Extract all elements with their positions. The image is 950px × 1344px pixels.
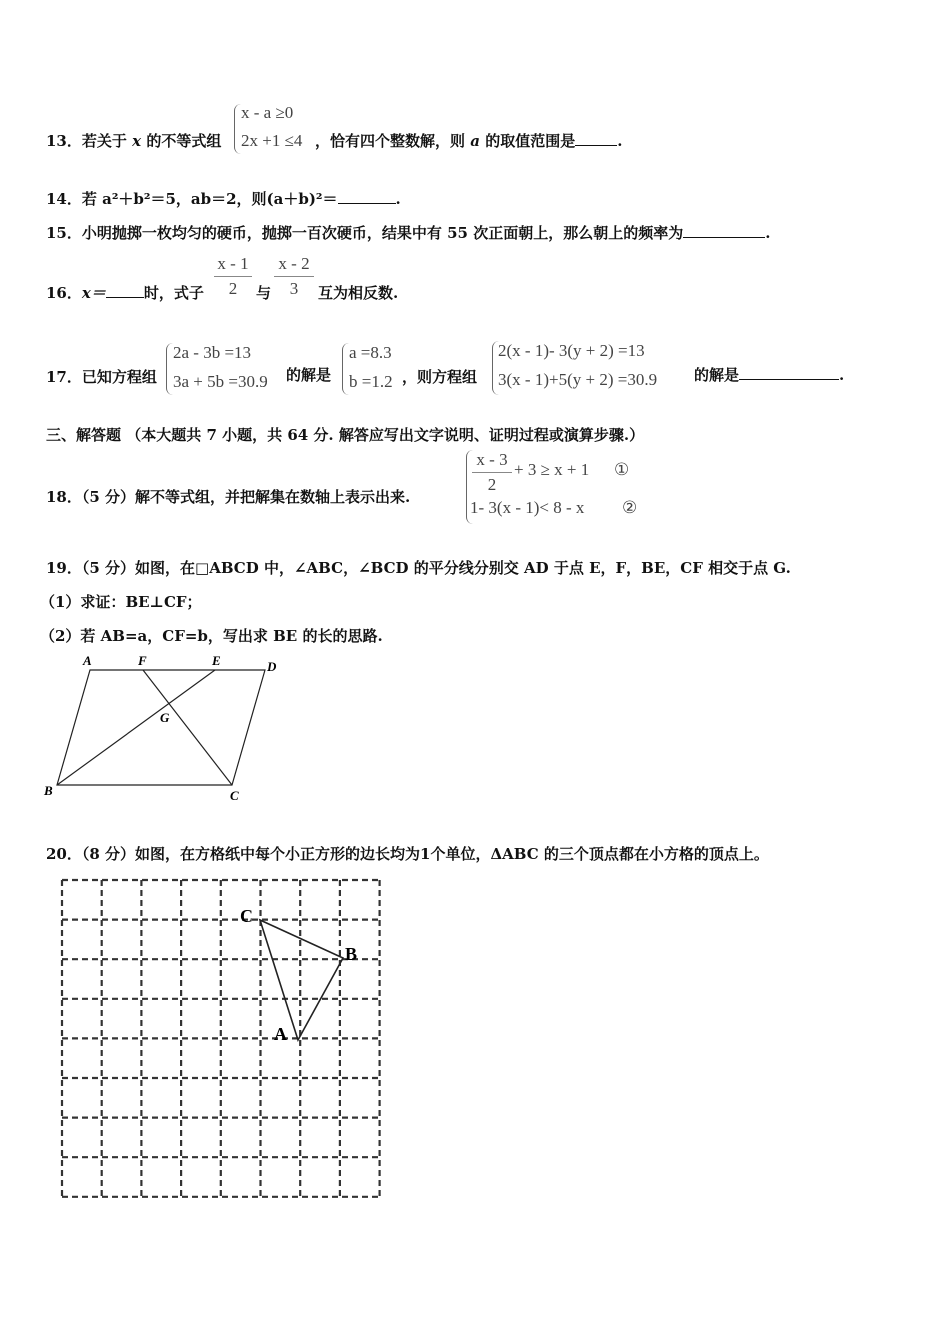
text: 17．已知方程组 — [46, 368, 157, 386]
brace — [166, 343, 173, 395]
triangle-abc — [260, 920, 343, 1040]
denominator: 2 — [487, 475, 497, 494]
inequality-1: x - a ≥0 — [241, 103, 294, 122]
text: ，则方程组 — [402, 368, 478, 386]
denominator: 3 — [289, 279, 299, 298]
inequality-2: 2x +1 ≤4 — [241, 131, 303, 150]
label-c: C — [230, 788, 239, 803]
numerator: x - 2 — [278, 254, 310, 273]
text: 的解是 — [694, 366, 740, 384]
label-g: G — [160, 710, 170, 725]
answer-blank[interactable] — [575, 131, 617, 146]
text: 与 — [256, 284, 272, 302]
segment-be — [57, 670, 215, 785]
label-1: ① — [614, 460, 630, 479]
answer-blank[interactable] — [338, 189, 396, 204]
text: 互为相反数. — [318, 284, 399, 302]
text: 时，式子 — [143, 284, 204, 302]
text: 18．（5 分）解不等式组，并把解集在数轴上表示出来. — [46, 488, 411, 506]
label-a: A — [83, 653, 92, 668]
brace — [342, 343, 349, 395]
text: . — [617, 132, 623, 150]
text: 若关于 — [81, 132, 127, 150]
section-heading: 三、解答题 （本大题共 7 小题，共 64 分. 解答应写出文字说明、证明过程或演算步骤.） — [46, 426, 645, 444]
text: 的解是 — [286, 366, 332, 384]
answer-blank[interactable] — [106, 283, 144, 298]
text: 的取值范围是 — [485, 132, 576, 150]
equation: 2(x - 1)- 3(y + 2) =13 — [498, 341, 645, 360]
fraction-1 — [214, 254, 252, 299]
answer-blank[interactable] — [739, 365, 839, 380]
brace — [234, 104, 241, 154]
equation: 3a + 5b =30.9 — [173, 372, 268, 391]
question-15 — [46, 222, 770, 243]
label-b: B — [44, 783, 53, 798]
var: x — [132, 132, 142, 150]
fraction — [472, 450, 512, 495]
q-number: 13． — [46, 132, 82, 150]
part-1: （1）求证：BE⊥CF； — [40, 593, 202, 611]
denominator: 2 — [228, 279, 238, 298]
question-14 — [46, 188, 401, 209]
label-b: B — [345, 944, 358, 964]
label-2: ② — [622, 498, 638, 517]
text: 19．（5 分）如图，在□ABCD 中，∠ABC，∠BCD 的平分线分别交 AD 于点 E，F，BE，CF 相交于点 G. — [46, 559, 791, 577]
grid-figure — [50, 870, 395, 1210]
text: . — [765, 224, 771, 242]
text: ，恰有四个整数解，则 — [315, 132, 466, 150]
label-c: C — [240, 906, 253, 926]
text: 20．（8 分）如图，在方格纸中每个小正方形的边长均为1个单位，ΔABC 的三个顶点都在小方格的顶点上。 — [46, 845, 769, 863]
label-d: D — [267, 659, 277, 674]
parallelogram-figure — [0, 640, 300, 810]
label-a: A — [274, 1024, 287, 1044]
numerator: x - 3 — [476, 450, 508, 469]
equation: 2a - 3b =13 — [173, 343, 252, 362]
answer-blank[interactable] — [683, 223, 765, 238]
segment-cf — [143, 670, 232, 785]
text: . — [395, 190, 401, 208]
q-number: 16． — [46, 284, 82, 302]
text: 的不等式组 — [146, 132, 222, 150]
numerator: x - 1 — [217, 254, 249, 273]
label-f: F — [138, 653, 147, 668]
label-e: E — [212, 653, 221, 668]
var: a — [470, 132, 480, 150]
part-2: （2）若 AB=a，CF=b，写出求 BE 的长的思路. — [40, 627, 383, 645]
text: 15．小明抛掷一枚均匀的硬币，抛掷一百次硬币，结果中有 55 次正面朝上，那么朝上的频率为 — [46, 224, 684, 242]
equation: b =1.2 — [349, 372, 393, 391]
parallelogram-abcd — [57, 670, 265, 785]
equation: a =8.3 — [349, 343, 392, 362]
text: x＝ — [81, 284, 106, 302]
dashed-grid — [62, 880, 380, 1197]
text: 14．若 a²＋b²＝5，ab＝2，则(a＋b)²＝ — [46, 190, 338, 208]
inequality-1: + 3 ≥ x + 1 — [514, 460, 590, 479]
equation: 3(x - 1)+5(y + 2) =30.9 — [498, 370, 658, 389]
text: . — [839, 366, 845, 384]
fraction-2 — [274, 254, 314, 299]
inequality-2: 1- 3(x - 1)< 8 - x — [470, 498, 585, 517]
